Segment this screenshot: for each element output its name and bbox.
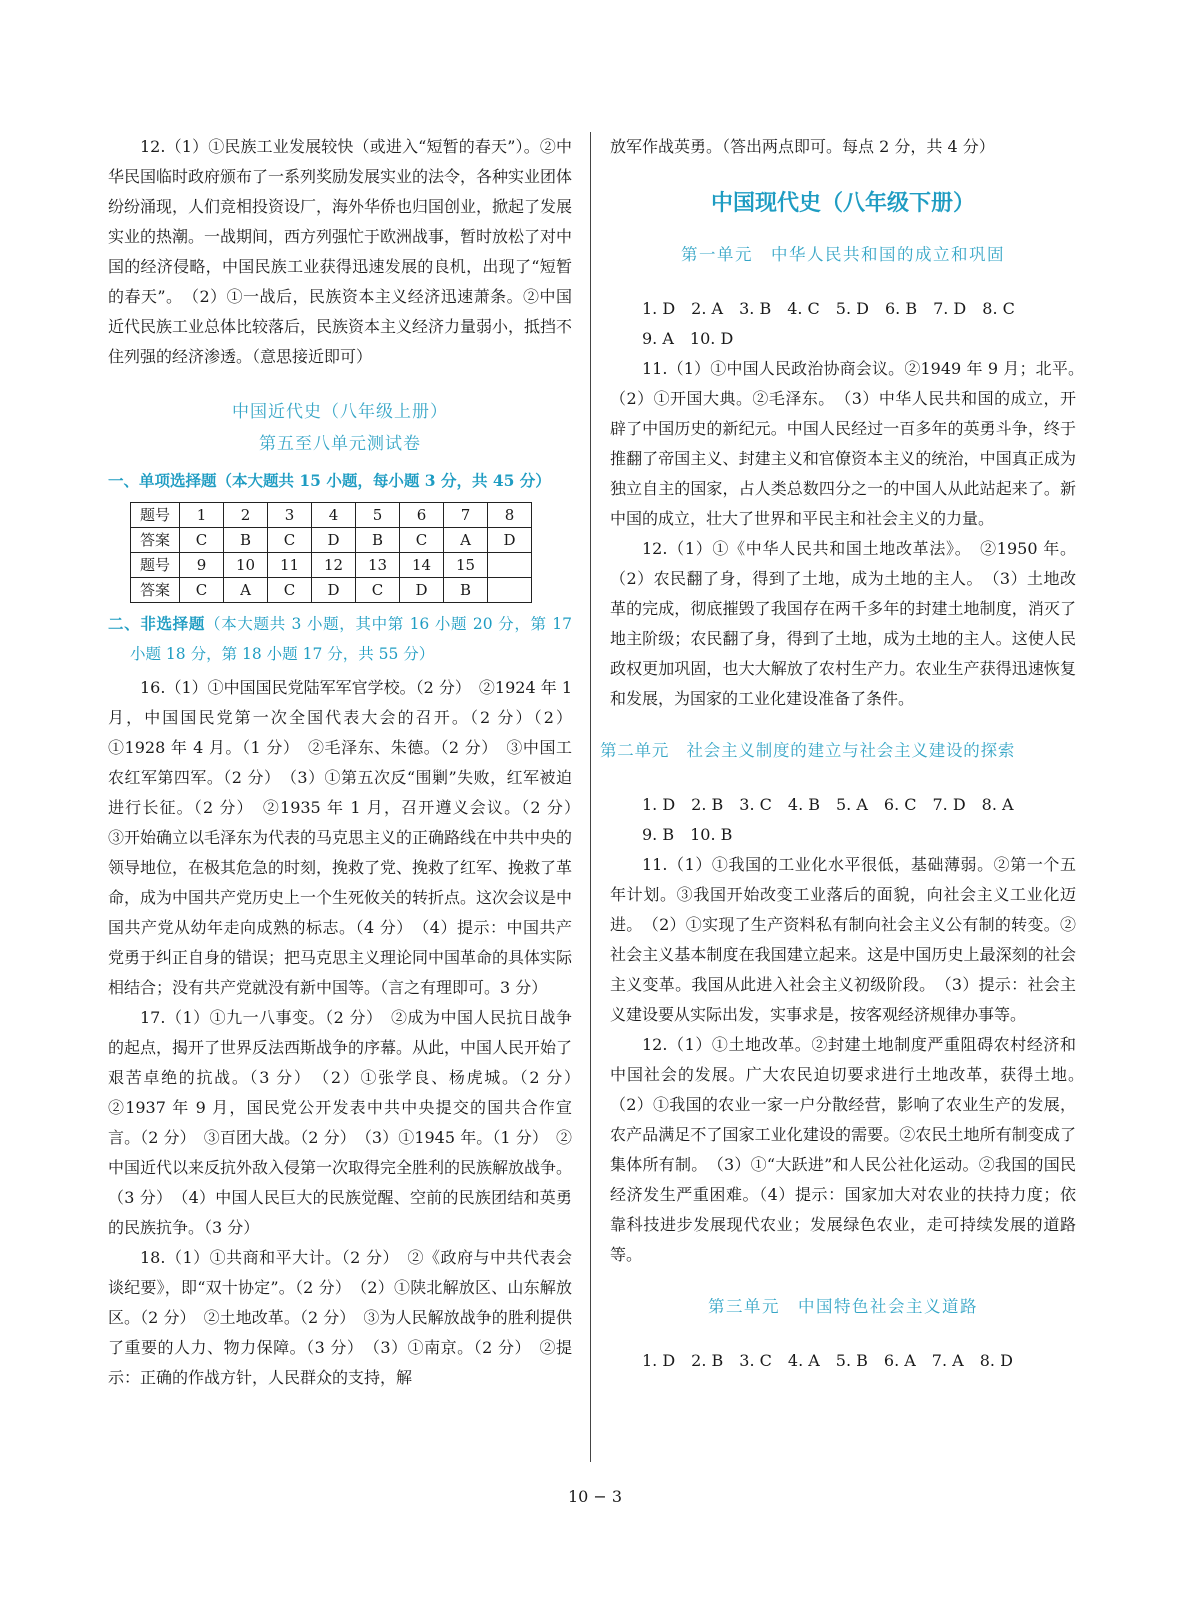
- answer-table-cell: D: [488, 528, 532, 553]
- section-title-non-choice: [108, 609, 572, 669]
- unit2-mc-answers-1: 1. D 2. B 3. C 4. B 5. A 6. C 7. D 8. A: [642, 795, 1014, 814]
- section-heading-modern-history: 中国近代史（八年级上册）: [232, 402, 448, 422]
- answer-table-cell: B: [444, 578, 488, 603]
- unit3-mc-answers-1: 1. D 2. B 3. C 4. A 5. B 6. A 7. A 8. D: [642, 1351, 1013, 1370]
- unit1-title: 第一单元 中华人民共和国的成立和巩固: [681, 245, 1005, 264]
- answer-table-cell: D: [400, 578, 444, 603]
- answer-table-cell: [488, 553, 532, 578]
- answer-table-row: [131, 553, 532, 578]
- column-divider: [590, 132, 591, 1462]
- answer-q18-continued: 放军作战英勇。（答出两点即可。每点 2 分，共 4 分）: [610, 137, 995, 156]
- answer-table-cell: 6: [400, 503, 444, 528]
- answer-table-cell: C: [268, 578, 312, 603]
- unit2-answer-q12: 12.（1）①土地改革。②封建土地制度严重阻碍农村经济和中国社会的发展。广大农民迫切要求进行土地改革，获得土地。 （2）①我国的农业一家一户分散经营，影响了农业生产的发展，农产品满足不了国家工业化建设的需要。②农民土地所有制变成了集体所有制。 （3）①“大跃进”和人民公社化运动。②我国的国民经济发生严重困难。（4）提示：国家加大对农业的扶持力度；依靠科技进步发展现代农业；发展绿色农业，走可持续发展的道路等。: [610, 1035, 1093, 1264]
- answer-table-cell: 10: [224, 553, 268, 578]
- answer-q16: 16.（1）①中国国民党陆军军官学校。（2 分） ②1924 年 1 月，中国国民党第一次全国代表大会的召开。（2 分）（2）①1928 年 4 月。（1 分） ②毛泽东、朱德。（2 分） ③中国工农红军第四军。（2 分） （3）①第五次反“围剿”失败，红军被迫进行长征。（2 分） ②1935 年 1 月，召开遵义会议。（2 分） ③开始确立以毛泽东为代表的马克思主义的正确路线在中共中央的领导地位，在极其危急的时刻，挽救了党、挽救了红军、挽救了革命，成为中国共产党历史上一个生死攸关的转折点。这次会议是中国共产党从幼年走向成熟的标志。（4 分） （4）提示：中国共产党勇于纠正自身的错误；把马克思主义理论同中国革命的具体实际相结合；没有共产党就没有新中国等。（言之有理即可。3 分）: [108, 678, 589, 997]
- answer-table-cell: 12: [312, 553, 356, 578]
- answer-table-cell: 13: [356, 553, 400, 578]
- answer-table: [130, 502, 532, 603]
- unit2-title: 第二单元 社会主义制度的建立与社会主义建设的探索: [600, 741, 1016, 760]
- left-column: [108, 132, 589, 1393]
- answer-table-cell: B: [356, 528, 400, 553]
- page-number: 10 − 3: [567, 1487, 623, 1506]
- answer-table-header-cell: 答案: [131, 528, 180, 553]
- answer-table-cell: 7: [444, 503, 488, 528]
- answer-table-row: [131, 578, 532, 603]
- answer-table-header-cell: 答案: [131, 578, 180, 603]
- answer-table-row: [131, 503, 532, 528]
- answer-q17: 17.（1）①九一八事变。（2 分） ②成为中国人民抗日战争的起点，揭开了世界反法西斯战争的序幕。从此，中国人民开始了艰苦卓绝的抗战。（3 分） （2）①张学良、杨虎城。（2 分） ②1937 年 9 月，国民党公开发表中共中央提交的国共合作宣言。（2 分） ③百团大战。（2 分） （3）①1945 年。（1 分） ②中国近代以来反抗外敌入侵第一次取得完全胜利的民族解放战争。（3 分） （4）中国人民巨大的民族觉醒、空前的民族团结和英勇的民族抗争。（3 分）: [108, 1008, 589, 1237]
- answer-table-cell: 1: [180, 503, 224, 528]
- answer-table-cell: C: [180, 528, 224, 553]
- answer-table-cell: C: [268, 528, 312, 553]
- answer-table-cell: B: [224, 528, 268, 553]
- answer-table-cell: A: [444, 528, 488, 553]
- answer-table-cell: 11: [268, 553, 312, 578]
- chapter-title-contemporary-history: 中国现代史（八年级下册）: [710, 190, 975, 216]
- answer-table-cell: C: [180, 578, 224, 603]
- answer-q18: 18.（1）①共商和平大计。（2 分） ②《政府与中共代表会谈纪要》，即“双十协定”。（2 分） （2）①陕北解放区、山东解放区。（2 分） ②土地改革。（2 分） ③为人民解放战争的胜利提供了重要的人力、物力保障。（3 分） （3）①南京。（2 分） ②提示：正确的作战方针，人民群众的支持，解: [108, 1248, 572, 1387]
- answer-table-cell: 3: [268, 503, 312, 528]
- answer-table-cell: 8: [488, 503, 532, 528]
- answer-table-cell: [488, 578, 532, 603]
- unit2-answer-q11: 11.（1）①我国的工业化水平很低，基础薄弱。②第一个五年计划。③我国开始改变工业落后的面貌，向社会主义工业化迈进。 （2）①实现了生产资料私有制向社会主义公有制的转变。②社会主义基本制度在我国建立起来。这是中国历史上最深刻的社会主义变革。我国从此进入社会主义初级阶段。 （3）提示：社会主义建设要从实际出发，实事求是，按客观经济规律办事等。: [610, 855, 1076, 1024]
- unit1-answer-q12: 12.（1）①《中华人民共和国土地改革法》。 ②1950 年。（2）农民翻了身，得到了土地，成为土地的主人。 （3）土地改革的完成，彻底摧毁了我国存在两千多年的封建土地制度，消灭了地主阶级；农民翻了身，得到了土地，成为土地的主人。这使人民政权更加巩固，也大大解放了农村生产力。农业生产获得迅速恢复和发展，为国家的工业化建设准备了条件。: [610, 539, 1076, 708]
- answer-table-header-cell: 题号: [131, 503, 180, 528]
- answer-table-cell: 14: [400, 553, 444, 578]
- answer-table-cell: D: [312, 578, 356, 603]
- unit1-answer-q11: 11.（1）①中国人民政治协商会议。②1949 年 9 月；北平。 （2）①开国大典。②毛泽东。 （3）中华人民共和国的成立，开辟了中国历史的新纪元。中国人民经过一百多年的英勇斗争，终于推翻了帝国主义、封建主义和官僚资本主义的统治，中国真正成为独立自主的国家，占人类总数四分之一的中国人从此站起来了。新中国的成立，壮大了世界和平民主和社会主义的力量。: [610, 359, 1093, 528]
- answer-table-cell: C: [400, 528, 444, 553]
- answer-q12-modern-industry: 12.（1）①民族工业发展较快（或进入“短暂的春天”）。②中华民国临时政府颁布了一系列奖励发展实业的法令，各种实业团体纷纷涌现，人们竞相投资设厂，海外华侨也归国创业，掀起了发展实业的热潮。一战期间，西方列强忙于欧洲战事，暂时放松了对中国的经济侵略，中国民族工业获得迅速发展的良机，出现了“短暂的春天”。 （2）①一战后，民族资本主义经济迅速萧条。②中国近代民族工业总体比较落后，民族资本主义经济力量弱小，抵挡不住列强的经济渗透。（意思接近即可）: [108, 137, 573, 366]
- section-heading-test: 第五至八单元测试卷: [259, 434, 421, 454]
- answer-table-cell: 15: [444, 553, 488, 578]
- answer-table-cell: 2: [224, 503, 268, 528]
- answer-table-cell: 4: [312, 503, 356, 528]
- section-title-non-choice-detail: （本大题共 3 小题，其中第 16 小题 20 分，第 17 小题 18 分，第 18 小题 17 分，共 55 分）: [130, 615, 572, 663]
- answer-table-cell: 9: [180, 553, 224, 578]
- answer-table-cell: 5: [356, 503, 400, 528]
- answer-table-cell: C: [356, 578, 400, 603]
- right-column: [600, 132, 1093, 1376]
- unit1-mc-answers-2: 9. A 10. D: [642, 329, 734, 348]
- unit1-mc-answers-1: 1. D 2. A 3. B 4. C 5. D 6. B 7. D 8. C: [642, 299, 1015, 318]
- unit3-title: 第三单元 中国特色社会主义道路: [708, 1297, 978, 1316]
- answer-table-row: [131, 528, 532, 553]
- section-title-non-choice-label: 二、非选择题: [108, 614, 206, 633]
- answer-table-header-cell: 题号: [131, 553, 180, 578]
- unit2-mc-answers-2: 9. B 10. B: [642, 825, 733, 844]
- answer-table-cell: D: [312, 528, 356, 553]
- section-title-multiple-choice: 一、单项选择题（本大题共 15 小题，每小题 3 分，共 45 分）: [108, 471, 551, 490]
- answer-table-cell: A: [224, 578, 268, 603]
